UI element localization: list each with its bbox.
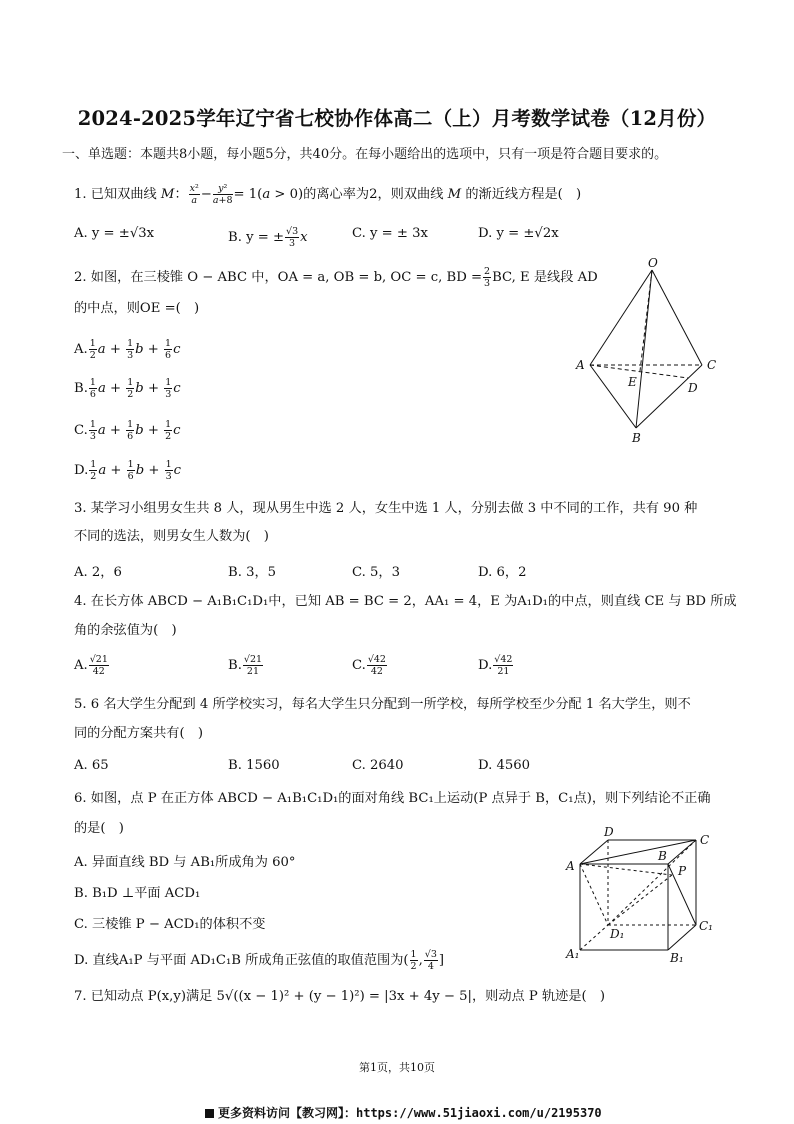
q5-option-a[interactable]: A. 65 xyxy=(74,758,109,773)
label-D: D xyxy=(604,825,614,839)
q2-option-a[interactable]: A. $\frac{1}{2}$ a + $\frac{1}{3}$ b + $\frac{1}{6}$ c xyxy=(74,338,181,361)
cube-figure xyxy=(560,820,720,970)
question-1-stem: 1. 已知双曲线 M： $\frac{\text{x²}}{a}$ − $\frac{\text{y²}}{a+8}$ = 1(a > 0)的离心率为2，则双曲线 M 的渐近线方程是( ) xyxy=(74,183,582,206)
q4-option-a-label: A. xyxy=(74,658,88,673)
q1-option-b[interactable]: B. y = ± $\frac{√3}{3}$ x xyxy=(228,226,308,249)
question-2-stem-line1: 2. 如图，在三棱锥 O − ABC 中，OA = a, OB = b, OC = c, BD = $\frac{2}{3}$ BC, E 是线段 AD xyxy=(74,266,598,289)
label-A: A xyxy=(576,358,585,372)
section-heading: 一、单选题：本题共8小题，每小题5分，共40分。在每小题给出的选项中，只有一项是符合题目要求的。 xyxy=(62,147,668,162)
q2-option-a-label: A. xyxy=(74,342,88,357)
label-A: A xyxy=(566,859,575,873)
q4-option-c-label: C. xyxy=(352,658,366,673)
label-B1: B₁ xyxy=(670,951,684,965)
q6-option-d[interactable]: D. 直线A₁P 与平面 AD₁C₁B 所成角正弦值的取值范围为( $\frac{1}{2}$ , $\frac{√3}{4}$ ] xyxy=(74,949,445,972)
promo-link[interactable] xyxy=(205,1104,602,1121)
q3-option-c[interactable]: C. 5，3 xyxy=(352,565,400,580)
q4-option-b[interactable]: B. $\frac{√21}{21}$ xyxy=(228,654,263,677)
question-3-line2: 不同的选法，则男女生人数为( ) xyxy=(74,529,269,544)
q6-option-c[interactable]: C. 三棱锥 P − ACD₁的体积不变 xyxy=(74,917,266,932)
question-4-line2: 角的余弦值为( ) xyxy=(74,623,177,638)
q2-option-d[interactable]: D. $\frac{1}{2}$ a + $\frac{1}{6}$ b + $\frac{1}{3}$ c xyxy=(74,459,182,482)
question-7-line1: 7. 已知动点 P(x,y)满足 5√((x − 1)² + (y − 1)²) = |3x + 4y − 5|，则动点 P 轨迹是( ) xyxy=(74,989,606,1004)
label-P: P xyxy=(678,864,687,878)
label-O: O xyxy=(648,256,658,270)
label-D: D xyxy=(688,381,698,395)
q5-option-c[interactable]: C. 2640 xyxy=(352,758,404,773)
q6-option-a[interactable]: A. 异面直线 BD 与 AB₁所成角为 60° xyxy=(74,855,296,870)
label-C1: C₁ xyxy=(699,919,713,933)
q2-option-d-label: D. xyxy=(74,463,89,478)
q3-option-a[interactable]: A. 2，6 xyxy=(74,565,122,580)
q1-stem-part: 1. 已知双曲线 xyxy=(74,187,157,202)
question-6-line1: 6. 如图，点 P 在正方体 ABCD − A₁B₁C₁D₁的面对角线 BC₁上运动(P 点异于 B，C₁点)，则下列结论不正确 xyxy=(74,791,711,806)
label-C: C xyxy=(707,358,717,372)
label-E: E xyxy=(628,375,637,389)
flag-icon xyxy=(205,1109,214,1118)
question-4-line1: 4. 在长方体 ABCD − A₁B₁C₁D₁中，已知 AB = BC = 2，AA₁ = 4，E 为A₁D₁的中点，则直线 CE 与 BD 所成 xyxy=(74,594,737,609)
label-B: B xyxy=(632,431,641,445)
q5-option-b[interactable]: B. 1560 xyxy=(228,758,280,773)
label-D1: D₁ xyxy=(610,927,625,941)
question-3-line1: 3. 某学习小组男女生共 8 人，现从男生中选 2 人，女生中选 1 人，分别去做 3 中不同的工作，共有 90 种 xyxy=(74,501,698,516)
q4-option-a[interactable]: A. $\frac{√21}{42}$ xyxy=(74,654,108,677)
q2-option-c-label: C. xyxy=(74,423,88,438)
q4-option-b-label: B. xyxy=(228,658,242,673)
q1-stem-part: 的渐近线方程是( ) xyxy=(465,187,582,202)
q2-stem-part: BC, E 是线段 AD xyxy=(492,270,598,285)
q3-option-b[interactable]: B. 3，5 xyxy=(228,565,277,580)
q4-option-d-label: D. xyxy=(478,658,493,673)
tetrahedron-figure xyxy=(570,255,730,445)
q1-option-a[interactable]: A. y = ±√3x xyxy=(74,226,155,241)
q2-stem-part: 2. 如图，在三棱锥 O − ABC 中，OA = a, OB = b, OC = c, BD = xyxy=(74,270,483,285)
q4-option-c[interactable]: C. $\frac{√42}{42}$ xyxy=(352,654,386,677)
q1-option-b-label: B. y = ± xyxy=(228,230,285,245)
q3-option-d[interactable]: D. 6，2 xyxy=(478,565,527,580)
q2-option-b[interactable]: B. $\frac{1}{6}$ a + $\frac{1}{2}$ b + $\frac{1}{3}$ c xyxy=(74,377,181,400)
promo-text: 更多资料访问【教习网】：https://www.51jiaoxi.com/u/2195370 xyxy=(218,1106,602,1120)
question-5-line1: 5. 6 名大学生分配到 4 所学校实习，每名大学生只分配到一所学校，每所学校至少分配 1 名大学生，则不 xyxy=(74,697,691,712)
page-title: 2024-2025学年辽宁省七校协作体高二（上）月考数学试卷（12月份） xyxy=(77,107,717,130)
q1-stem-part: 的离心率为2，则双曲线 xyxy=(303,187,444,202)
label-B: B xyxy=(658,849,667,863)
q1-option-d[interactable]: D. y = ±√2x xyxy=(478,226,559,241)
q1-option-c[interactable]: C. y = ± 3x xyxy=(352,226,428,241)
page-footer: 第1页，共10页 xyxy=(359,1061,435,1074)
question-5-line2: 同的分配方案共有( ) xyxy=(74,726,203,741)
q2-option-b-label: B. xyxy=(74,381,88,396)
label-C: C xyxy=(700,833,710,847)
question-2-stem-line2: 的中点，则OE =( ) xyxy=(74,301,200,316)
question-6-line2: 的是( ) xyxy=(74,821,124,836)
q5-option-d[interactable]: D. 4560 xyxy=(478,758,531,773)
q4-option-d[interactable]: D. $\frac{√42}{21}$ xyxy=(478,654,513,677)
q2-option-c[interactable]: C. $\frac{1}{3}$ a + $\frac{1}{6}$ b + $\frac{1}{2}$ c xyxy=(74,419,181,442)
label-A1: A₁ xyxy=(566,947,580,961)
q6-option-d-label: D. 直线A₁P 与平面 AD₁C₁B 所成角正弦值的取值范围为( xyxy=(74,953,409,968)
q6-option-b[interactable]: B. B₁D ⊥平面 ACD₁ xyxy=(74,886,201,901)
